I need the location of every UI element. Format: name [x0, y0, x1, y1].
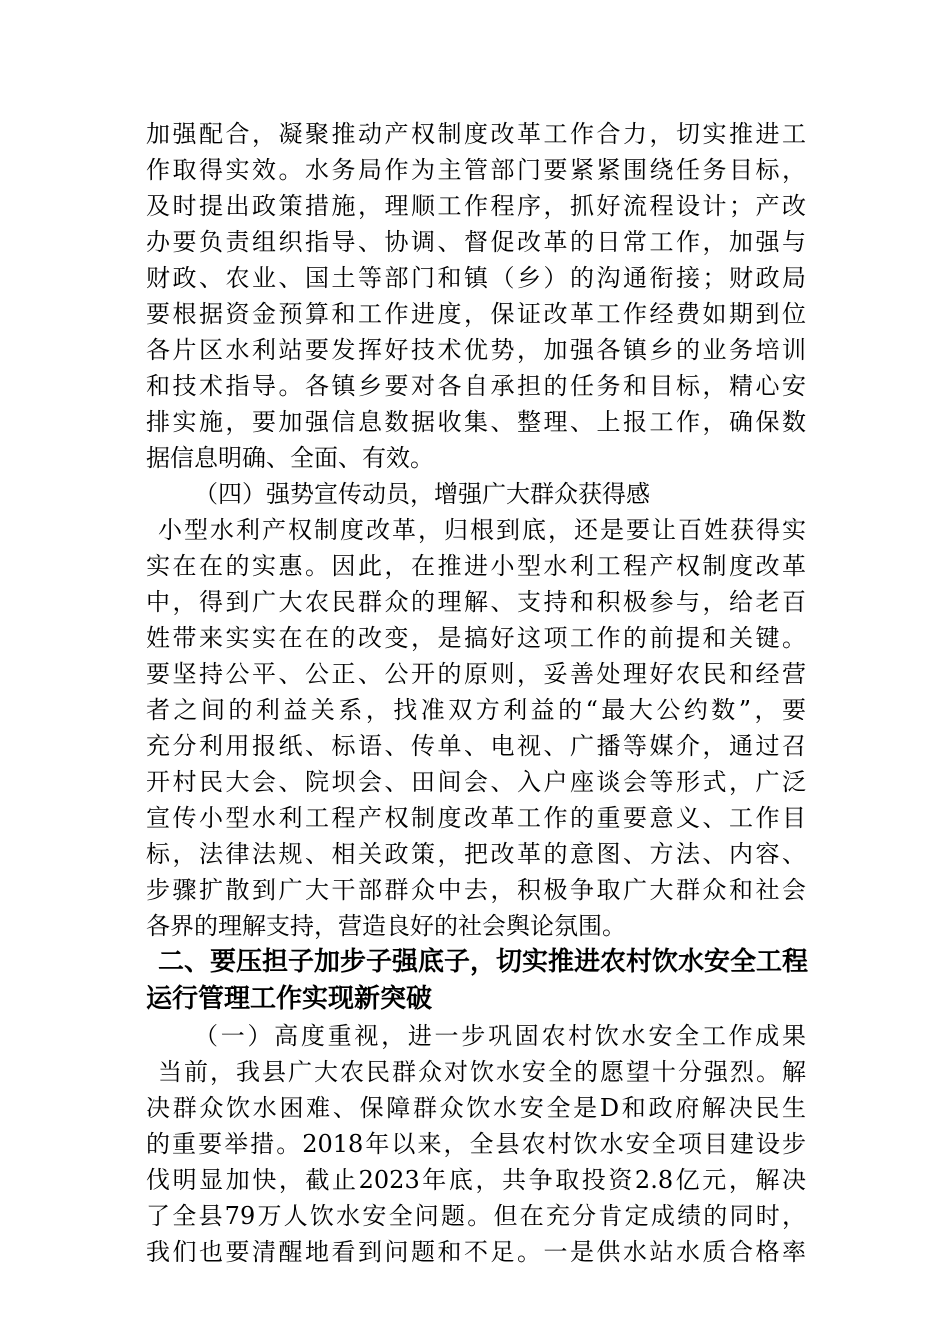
text-line: 了全县79万人饮水安全问题。但在充分肯定成绩的同时，: [146, 1202, 806, 1230]
text-line: 和技术指导。各镇乡要对各自承担的任务和目标，精心安: [146, 372, 806, 400]
text-line: 财政、农业、国土等部门和镇（乡）的沟通衔接；财政局: [146, 264, 806, 292]
heading-line: 二、要压担子加步子强底子，切实推进农村饮水安全工程: [158, 947, 809, 977]
text-line: 作取得实效。水务局作为主管部门要紧紧围绕任务目标，: [146, 156, 806, 184]
text-line: 宣传小型水利工程产权制度改革工作的重要意义、工作目: [146, 804, 806, 832]
text-line: 小型水利产权制度改革，归根到底，还是要让百姓获得实: [158, 516, 806, 544]
text-line: 据信息明确、全面、有效。: [146, 444, 434, 472]
text-line: 决群众饮水困难、保障群众饮水安全是D和政府解决民生: [146, 1094, 806, 1122]
text-line: 各界的理解支持，营造良好的社会舆论氛围。: [146, 912, 626, 940]
text-line: 标，法律法规、相关政策，把改革的意图、方法、内容、: [146, 840, 806, 868]
heading-line: 运行管理工作实现新突破: [146, 984, 433, 1014]
text-line: 办要负责组织指导、协调、督促改革的日常工作，加强与: [146, 228, 806, 256]
text-line: 伐明显加快，截止2023年底，共争取投资2.8亿元，解决: [146, 1166, 806, 1194]
text-line: 加强配合，凝聚推动产权制度改革工作合力，切实推进工: [146, 120, 806, 148]
text-line: 我们也要清醒地看到问题和不足。一是供水站水质合格率: [146, 1238, 806, 1266]
text-line: 排实施，要加强信息数据收集、整理、上报工作，确保数: [146, 408, 806, 436]
text-line: 姓带来实实在在的改变，是搞好这项工作的前提和关键。: [146, 624, 806, 652]
text-line: 步骤扩散到广大干部群众中去，积极争取广大群众和社会: [146, 876, 806, 904]
text-line: 要坚持公平、公正、公开的原则，妥善处理好农民和经营: [146, 660, 806, 688]
text-line: 各片区水利站要发挥好技术优势，加强各镇乡的业务培训: [146, 336, 806, 364]
section-heading-four: （四）强势宣传动员，增强广大群众获得感: [194, 480, 650, 508]
text-line: 当前，我县广大农民群众对饮水安全的愿望十分强烈。解: [158, 1058, 806, 1086]
text-line: 实在在的实惠。因此，在推进小型水利工程产权制度改革: [146, 552, 806, 580]
text-line: 充分利用报纸、标语、传单、电视、广播等媒介，通过召: [146, 732, 806, 760]
text-line: 开村民大会、院坝会、田间会、入户座谈会等形式，广泛: [146, 768, 806, 796]
text-line: 的重要举措。2018年以来，全县农村饮水安全项目建设步: [146, 1130, 806, 1158]
section-heading-one: （一）高度重视，进一步巩固农村饮水安全工作成果: [194, 1022, 806, 1050]
text-line: 要根据资金预算和工作进度，保证改革工作经费如期到位: [146, 300, 806, 328]
text-line: 及时提出政策措施，理顺工作程序，抓好流程设计；产改: [146, 192, 806, 220]
text-line: 者之间的利益关系，找准双方利益的“最大公约数”，要: [146, 696, 806, 724]
text-line: 中，得到广大农民群众的理解、支持和积极参与，给老百: [146, 588, 806, 616]
